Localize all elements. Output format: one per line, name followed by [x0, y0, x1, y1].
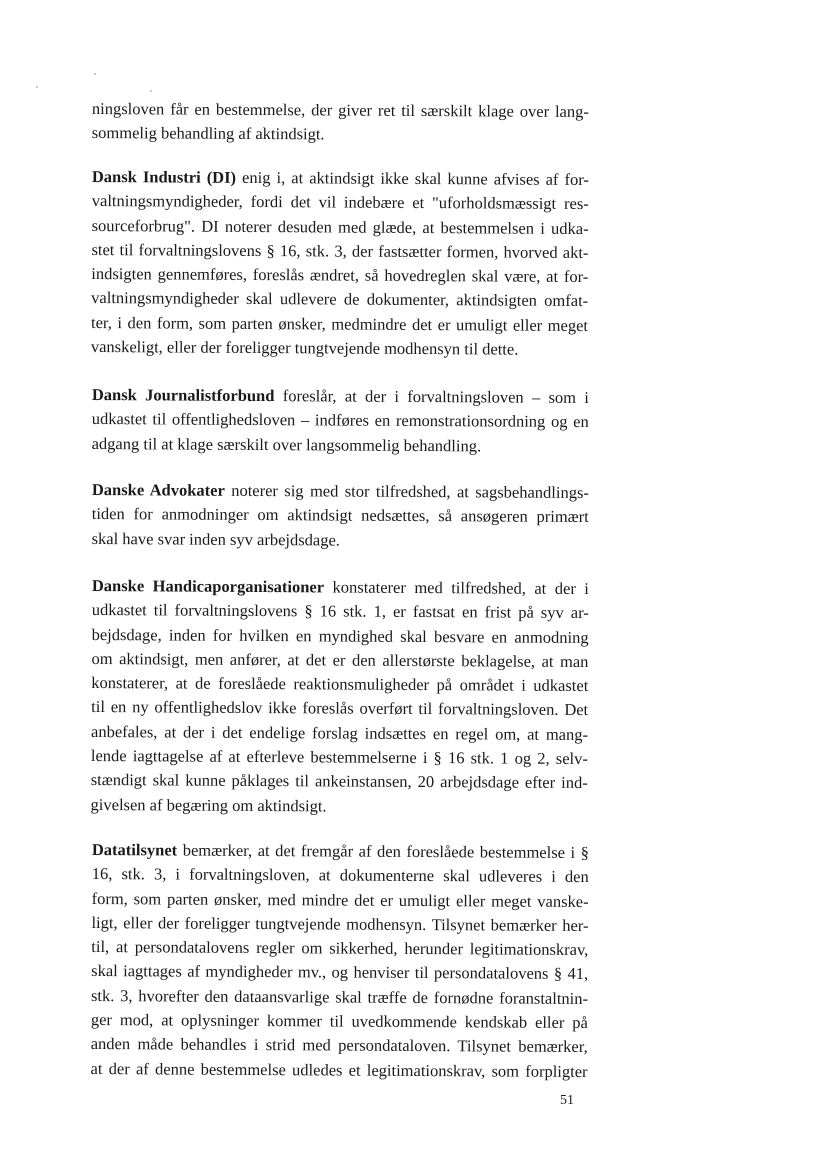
text-line: ter, i den form, som parten ønsker, medmindre det er umuligt eller meget — [90, 312, 589, 335]
text-line: ningsloven får en bestemmelse, der giver ret til særskilt klage over lang- — [91, 98, 589, 122]
paragraph-heading: Danske Handicaporganisationer — [91, 575, 325, 597]
text-line: tiden for anmodninger om aktindsigt nedsættes, så ansøgeren primært — [91, 504, 589, 527]
text-line: 16, stk. 3, i forvaltningsloven, at dokumenterne skal udleveres i den — [91, 864, 589, 887]
scan-speck — [150, 90, 152, 92]
text-line: at der af denne bestemmelse udledes et legitimationskrav, som forpligter — [90, 1058, 588, 1081]
paragraph-heading: Danske Advokater — [91, 479, 225, 500]
text-line: sommelig behandling af aktindsigt. — [91, 123, 325, 144]
text-line: valtningsmyndigheder, fordi det vil indebære et "uforholdsmæssigt res- — [91, 191, 589, 214]
text-line: givelsen af begæring om aktindsigt. — [90, 794, 327, 816]
text-line: foreslår, at der i forvaltningsloven – som i — [274, 386, 589, 408]
paragraph-danske-advokater — [92, 478, 589, 554]
text-line: skal have svar inden syv arbejdsdage. — [91, 528, 341, 550]
text-line: ger mod, at oplysninger kommer til uvedkommende kendskab eller på — [90, 1010, 588, 1033]
text-line: form, som parten ønsker, med mindre det er umuligt eller meget vanske- — [91, 888, 589, 911]
text-line: sourceforbrug". DI noterer desuden med glæde, at bestemmelsen i udka- — [91, 215, 589, 238]
scan-speck — [36, 86, 38, 88]
text-line: stet til forvaltningslovens § 16, stk. 3, der fastsætter formen, hvorved akt- — [91, 239, 589, 262]
text-line: til en ny offentlighedslov ikke foreslås overført til forvaltningsloven. Det — [91, 697, 589, 720]
text-line: konstaterer med tilfredshed, at der i — [324, 577, 589, 599]
text-line: om aktindsigt, men anfører, at det er den allerstørste beklagelse, at man — [91, 648, 589, 671]
text-line: konstaterer, at de foreslåede reaktionsmuligheder på området i udkastet — [91, 673, 589, 696]
text-line: enig i, at aktindsigt ikke skal kunne afvises af for- — [235, 167, 589, 190]
paragraph-dansk-journalistforbund — [92, 383, 589, 459]
text-line: bejdsdage, inden for hvilken en myndighed skal besvare en anmodning — [91, 624, 589, 647]
text-line: ligt, eller der foreligger tungtvejende modhensyn. Tilsynet bemærker her- — [91, 912, 589, 935]
paragraph-heading: Datatilsynet — [91, 839, 178, 860]
paragraph-dansk-industri — [91, 165, 589, 362]
text-line: noterer sig med stor tilfredshed, at sagsbehandlings- — [224, 480, 589, 503]
paragraph-datatilsynet — [91, 838, 589, 1084]
text-line: til, at persondatalovens regler om sikkerhed, herunder legitimationskrav, — [91, 937, 589, 960]
text-line: stk. 3, hvorefter den dataansvarlige skal træffe de fornødne foranstaltnin- — [90, 985, 589, 1008]
text-line: indsigten gennemføres, foreslås ændret, så hovedreglen skal være, at for- — [91, 264, 589, 287]
page-number: 51 — [560, 1093, 574, 1108]
text-line: vanskeligt, eller der foreligger tungtvejende modhensyn til dette. — [90, 337, 519, 359]
paragraph-danske-handicaporganisationer — [91, 574, 589, 820]
text-line: lende iagttagelse af at efterleve bestemmelserne i § 16 stk. 1 og 2, selv- — [90, 746, 588, 769]
paragraph-heading: Dansk Industri (DI) — [91, 166, 237, 187]
text-line: anbefales, at der i det endelige forslag indsættes en regel om, at mang- — [90, 721, 589, 744]
text-line: udkastet til offentlighedsloven – indføres en remonstrationsordning og en — [91, 409, 589, 432]
paragraph-heading: Dansk Journalistforbund — [91, 384, 275, 406]
text-line: adgang til at klage særskilt over langsommelig behandling. — [91, 433, 482, 455]
text-line: udkastet til forvaltningslovens § 16 stk. 1, er fastsat en frist på syv ar- — [91, 600, 589, 623]
text-line: skal iagttages af myndigheder mv., og henviser til persondatalovens § 41, — [91, 961, 589, 984]
text-line: valtningsmyndigheder skal udlevere de dokumenter, aktindsigten omfat- — [91, 288, 589, 311]
scan-speck — [94, 73, 96, 75]
text-line: bemærker, at det fremgår af den foreslåede bestemmelse i § — [177, 840, 589, 863]
text-line: anden måde behandles i strid med persondataloven. Tilsynet bemærker, — [90, 1034, 588, 1057]
paragraph-continuation — [92, 97, 589, 149]
text-line: stændigt skal kunne påklages til ankeinstansen, 20 arbejdsdage efter ind- — [90, 770, 588, 793]
